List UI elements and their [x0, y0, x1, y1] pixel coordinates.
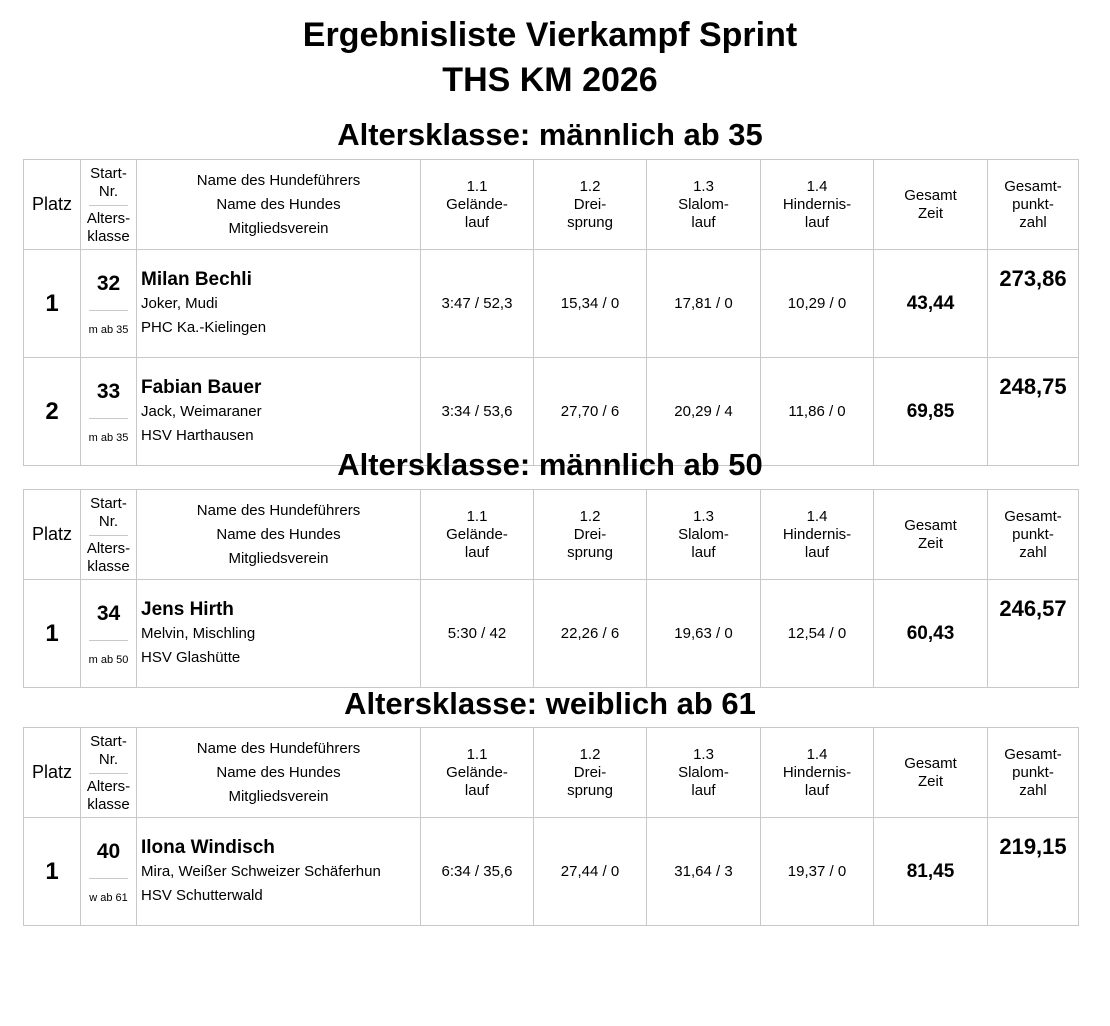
row-verein: HSV Schutterwald — [141, 886, 263, 904]
header-text: Mitgliedsverein — [228, 787, 329, 805]
header-text: Name des Hundes — [216, 763, 341, 781]
header-text: klasse — [87, 557, 130, 575]
header-text: 1.2 — [579, 507, 601, 525]
row-d2: 27,70 / 6 — [534, 358, 647, 466]
header-text: Hindernis- — [782, 195, 852, 213]
row-platz: 2 — [24, 358, 81, 466]
header-gesamt_zeit — [874, 728, 988, 818]
row-fuehrer: Jens Hirth — [141, 598, 234, 620]
header-text: Name des Hundes — [216, 525, 341, 543]
header-text: sprung — [567, 213, 613, 231]
row-d1: 5:30 / 42 — [421, 580, 534, 688]
header-start-nr-label — [89, 728, 128, 774]
row-hund: Jack, Weimaraner — [141, 402, 262, 420]
row-start — [81, 818, 137, 926]
header-text: Alters- — [86, 777, 131, 795]
header-gesamt_punkte — [988, 490, 1079, 580]
header-d4 — [761, 160, 874, 250]
header-text: 1.4 — [806, 177, 828, 195]
row-d1: 6:34 / 35,6 — [421, 818, 534, 926]
header-text: Zeit — [917, 204, 943, 222]
row-start-nr: 34 — [89, 588, 128, 641]
row-hund: Mira, Weißer Schweizer Schäferhun — [141, 862, 381, 880]
header-text: 1.4 — [806, 507, 828, 525]
row-start-nr: 32 — [89, 258, 128, 311]
header-text: lauf — [691, 213, 716, 231]
row-gesamt-punkte: 273,86 — [988, 250, 1079, 358]
header-text: Gelände- — [446, 763, 508, 781]
table-header-row — [24, 160, 1079, 250]
header-text: 1.3 — [693, 745, 714, 763]
header-text: Slalom- — [678, 525, 729, 543]
header-text: Drei- — [573, 763, 607, 781]
header-text: Mitgliedsverein — [228, 549, 329, 567]
row-verein: HSV Glashütte — [141, 648, 241, 666]
header-start-nr — [81, 728, 137, 818]
header-text: 1.1 — [466, 177, 488, 195]
row-name — [137, 250, 421, 358]
table-header-row — [24, 490, 1079, 580]
row-gesamt-zeit: 43,44 — [874, 250, 988, 358]
header-text: Nr. — [98, 182, 119, 200]
header-d2 — [534, 160, 647, 250]
row-altersklasse: w ab 61 — [89, 892, 128, 904]
header-text: Gesamt- — [1004, 507, 1062, 525]
header-start-nr — [81, 160, 137, 250]
header-platz: Platz — [24, 490, 81, 580]
header-text: Slalom- — [678, 763, 729, 781]
header-text: 1.3 — [693, 507, 714, 525]
row-gesamt-zeit: 69,85 — [874, 358, 988, 466]
header-d3 — [647, 490, 761, 580]
header-text: zahl — [1019, 781, 1047, 799]
header-text: Name des Hundes — [216, 195, 341, 213]
row-d1: 3:47 / 52,3 — [421, 250, 534, 358]
header-text: Name des Hundeführers — [196, 739, 361, 757]
header-name — [137, 160, 421, 250]
row-altersklasse: m ab 35 — [88, 432, 129, 444]
header-altersklasse-label — [81, 536, 136, 579]
header-text: Zeit — [917, 534, 943, 552]
row-fuehrer: Milan Bechli — [141, 268, 252, 290]
row-altersklasse: m ab 50 — [88, 654, 129, 666]
row-name — [137, 580, 421, 688]
row-fuehrer: Ilona Windisch — [141, 836, 275, 858]
header-text: punkt- — [1012, 525, 1054, 543]
header-text: Drei- — [573, 525, 607, 543]
row-gesamt-zeit: 81,45 — [874, 818, 988, 926]
header-text: lauf — [804, 213, 830, 231]
row-start-nr: 33 — [89, 366, 128, 419]
header-text: Hindernis- — [782, 525, 852, 543]
header-text: Gesamt — [904, 516, 957, 534]
row-d4: 19,37 / 0 — [761, 818, 874, 926]
row-platz: 1 — [24, 818, 81, 926]
header-text: Slalom- — [678, 195, 729, 213]
header-d3 — [647, 728, 761, 818]
header-text: 1.4 — [806, 745, 828, 763]
header-start-nr-label — [89, 160, 128, 206]
row-hund: Melvin, Mischling — [141, 624, 256, 642]
header-d2 — [534, 490, 647, 580]
row-start — [81, 580, 137, 688]
page-subtitle: THS KM 2026 — [442, 61, 658, 99]
header-text: Name des Hundeführers — [196, 171, 361, 189]
table-row — [24, 818, 1079, 926]
header-text: Mitgliedsverein — [228, 219, 329, 237]
header-text: lauf — [464, 213, 490, 231]
header-text: Gesamt- — [1004, 177, 1062, 195]
row-d2: 27,44 / 0 — [534, 818, 647, 926]
header-text: Start- — [90, 494, 127, 512]
row-d3: 17,81 / 0 — [647, 250, 761, 358]
row-verein: HSV Harthausen — [141, 426, 254, 444]
header-text: Nr. — [98, 512, 119, 530]
header-d2 — [534, 728, 647, 818]
row-d4: 12,54 / 0 — [761, 580, 874, 688]
header-text: Hindernis- — [782, 763, 852, 781]
header-text: Name des Hundeführers — [196, 501, 361, 519]
header-text: Zeit — [917, 772, 943, 790]
header-text: lauf — [804, 543, 830, 561]
row-fuehrer: Fabian Bauer — [141, 376, 262, 398]
header-text: Alters- — [86, 209, 131, 227]
header-start-nr — [81, 490, 137, 580]
table-header-row — [24, 728, 1079, 818]
header-gesamt_zeit — [874, 490, 988, 580]
header-text: klasse — [87, 227, 130, 245]
row-d3: 20,29 / 4 — [647, 358, 761, 466]
header-d4 — [761, 490, 874, 580]
header-text: sprung — [567, 543, 613, 561]
header-text: 1.3 — [693, 177, 714, 195]
header-text: Gesamt- — [1004, 745, 1062, 763]
header-text: lauf — [464, 781, 490, 799]
header-text: punkt- — [1012, 195, 1054, 213]
header-text: Nr. — [98, 750, 119, 768]
header-text: 1.2 — [579, 745, 601, 763]
header-text: Start- — [90, 732, 127, 750]
row-altersklasse: m ab 35 — [88, 324, 129, 336]
row-platz: 1 — [24, 580, 81, 688]
class-title: Altersklasse: männlich ab 50 — [337, 447, 763, 482]
header-text: Gelände- — [446, 525, 508, 543]
results-table — [23, 489, 1079, 688]
header-text: Alters- — [86, 539, 131, 557]
class-title: Altersklasse: weiblich ab 61 — [344, 686, 756, 721]
header-text: Gesamt — [904, 186, 957, 204]
header-name — [137, 728, 421, 818]
header-text: Start- — [90, 164, 127, 182]
results-table — [23, 159, 1079, 466]
header-text: zahl — [1019, 213, 1047, 231]
row-d4: 11,86 / 0 — [761, 358, 874, 466]
header-d1 — [421, 490, 534, 580]
header-text: lauf — [804, 781, 830, 799]
row-gesamt-punkte: 246,57 — [988, 580, 1079, 688]
results-table — [23, 727, 1079, 926]
row-gesamt-zeit: 60,43 — [874, 580, 988, 688]
row-d1: 3:34 / 53,6 — [421, 358, 534, 466]
header-text: sprung — [567, 781, 613, 799]
header-text: 1.1 — [466, 745, 488, 763]
row-verein: PHC Ka.-Kielingen — [141, 318, 267, 336]
header-gesamt_punkte — [988, 728, 1079, 818]
header-d4 — [761, 728, 874, 818]
header-platz: Platz — [24, 160, 81, 250]
header-altersklasse-label — [81, 774, 136, 817]
page-title: Ergebnisliste Vierkampf Sprint — [302, 16, 798, 54]
row-start — [81, 250, 137, 358]
row-d4: 10,29 / 0 — [761, 250, 874, 358]
header-start-nr-label — [89, 490, 128, 536]
row-d3: 31,64 / 3 — [647, 818, 761, 926]
header-altersklasse-label — [81, 206, 136, 249]
header-text: punkt- — [1012, 763, 1054, 781]
header-text: Gesamt — [904, 754, 957, 772]
row-platz: 1 — [24, 250, 81, 358]
header-text: lauf — [464, 543, 490, 561]
header-text: Drei- — [573, 195, 607, 213]
row-gesamt-punkte: 219,15 — [988, 818, 1079, 926]
table-row — [24, 580, 1079, 688]
row-d2: 15,34 / 0 — [534, 250, 647, 358]
table-row — [24, 250, 1079, 358]
row-name — [137, 818, 421, 926]
header-text: lauf — [691, 781, 716, 799]
header-text: zahl — [1019, 543, 1047, 561]
header-d1 — [421, 160, 534, 250]
row-start-nr: 40 — [89, 826, 128, 879]
row-d2: 22,26 / 6 — [534, 580, 647, 688]
header-gesamt_punkte — [988, 160, 1079, 250]
header-text: 1.2 — [579, 177, 601, 195]
header-name — [137, 490, 421, 580]
row-hund: Joker, Mudi — [141, 294, 218, 312]
header-text: Gelände- — [446, 195, 508, 213]
header-d1 — [421, 728, 534, 818]
header-text: lauf — [691, 543, 716, 561]
row-d3: 19,63 / 0 — [647, 580, 761, 688]
row-gesamt-punkte: 248,75 — [988, 358, 1079, 466]
header-platz: Platz — [24, 728, 81, 818]
header-gesamt_zeit — [874, 160, 988, 250]
header-d3 — [647, 160, 761, 250]
class-title: Altersklasse: männlich ab 35 — [337, 117, 763, 152]
header-text: 1.1 — [466, 507, 488, 525]
header-text: klasse — [87, 795, 130, 813]
